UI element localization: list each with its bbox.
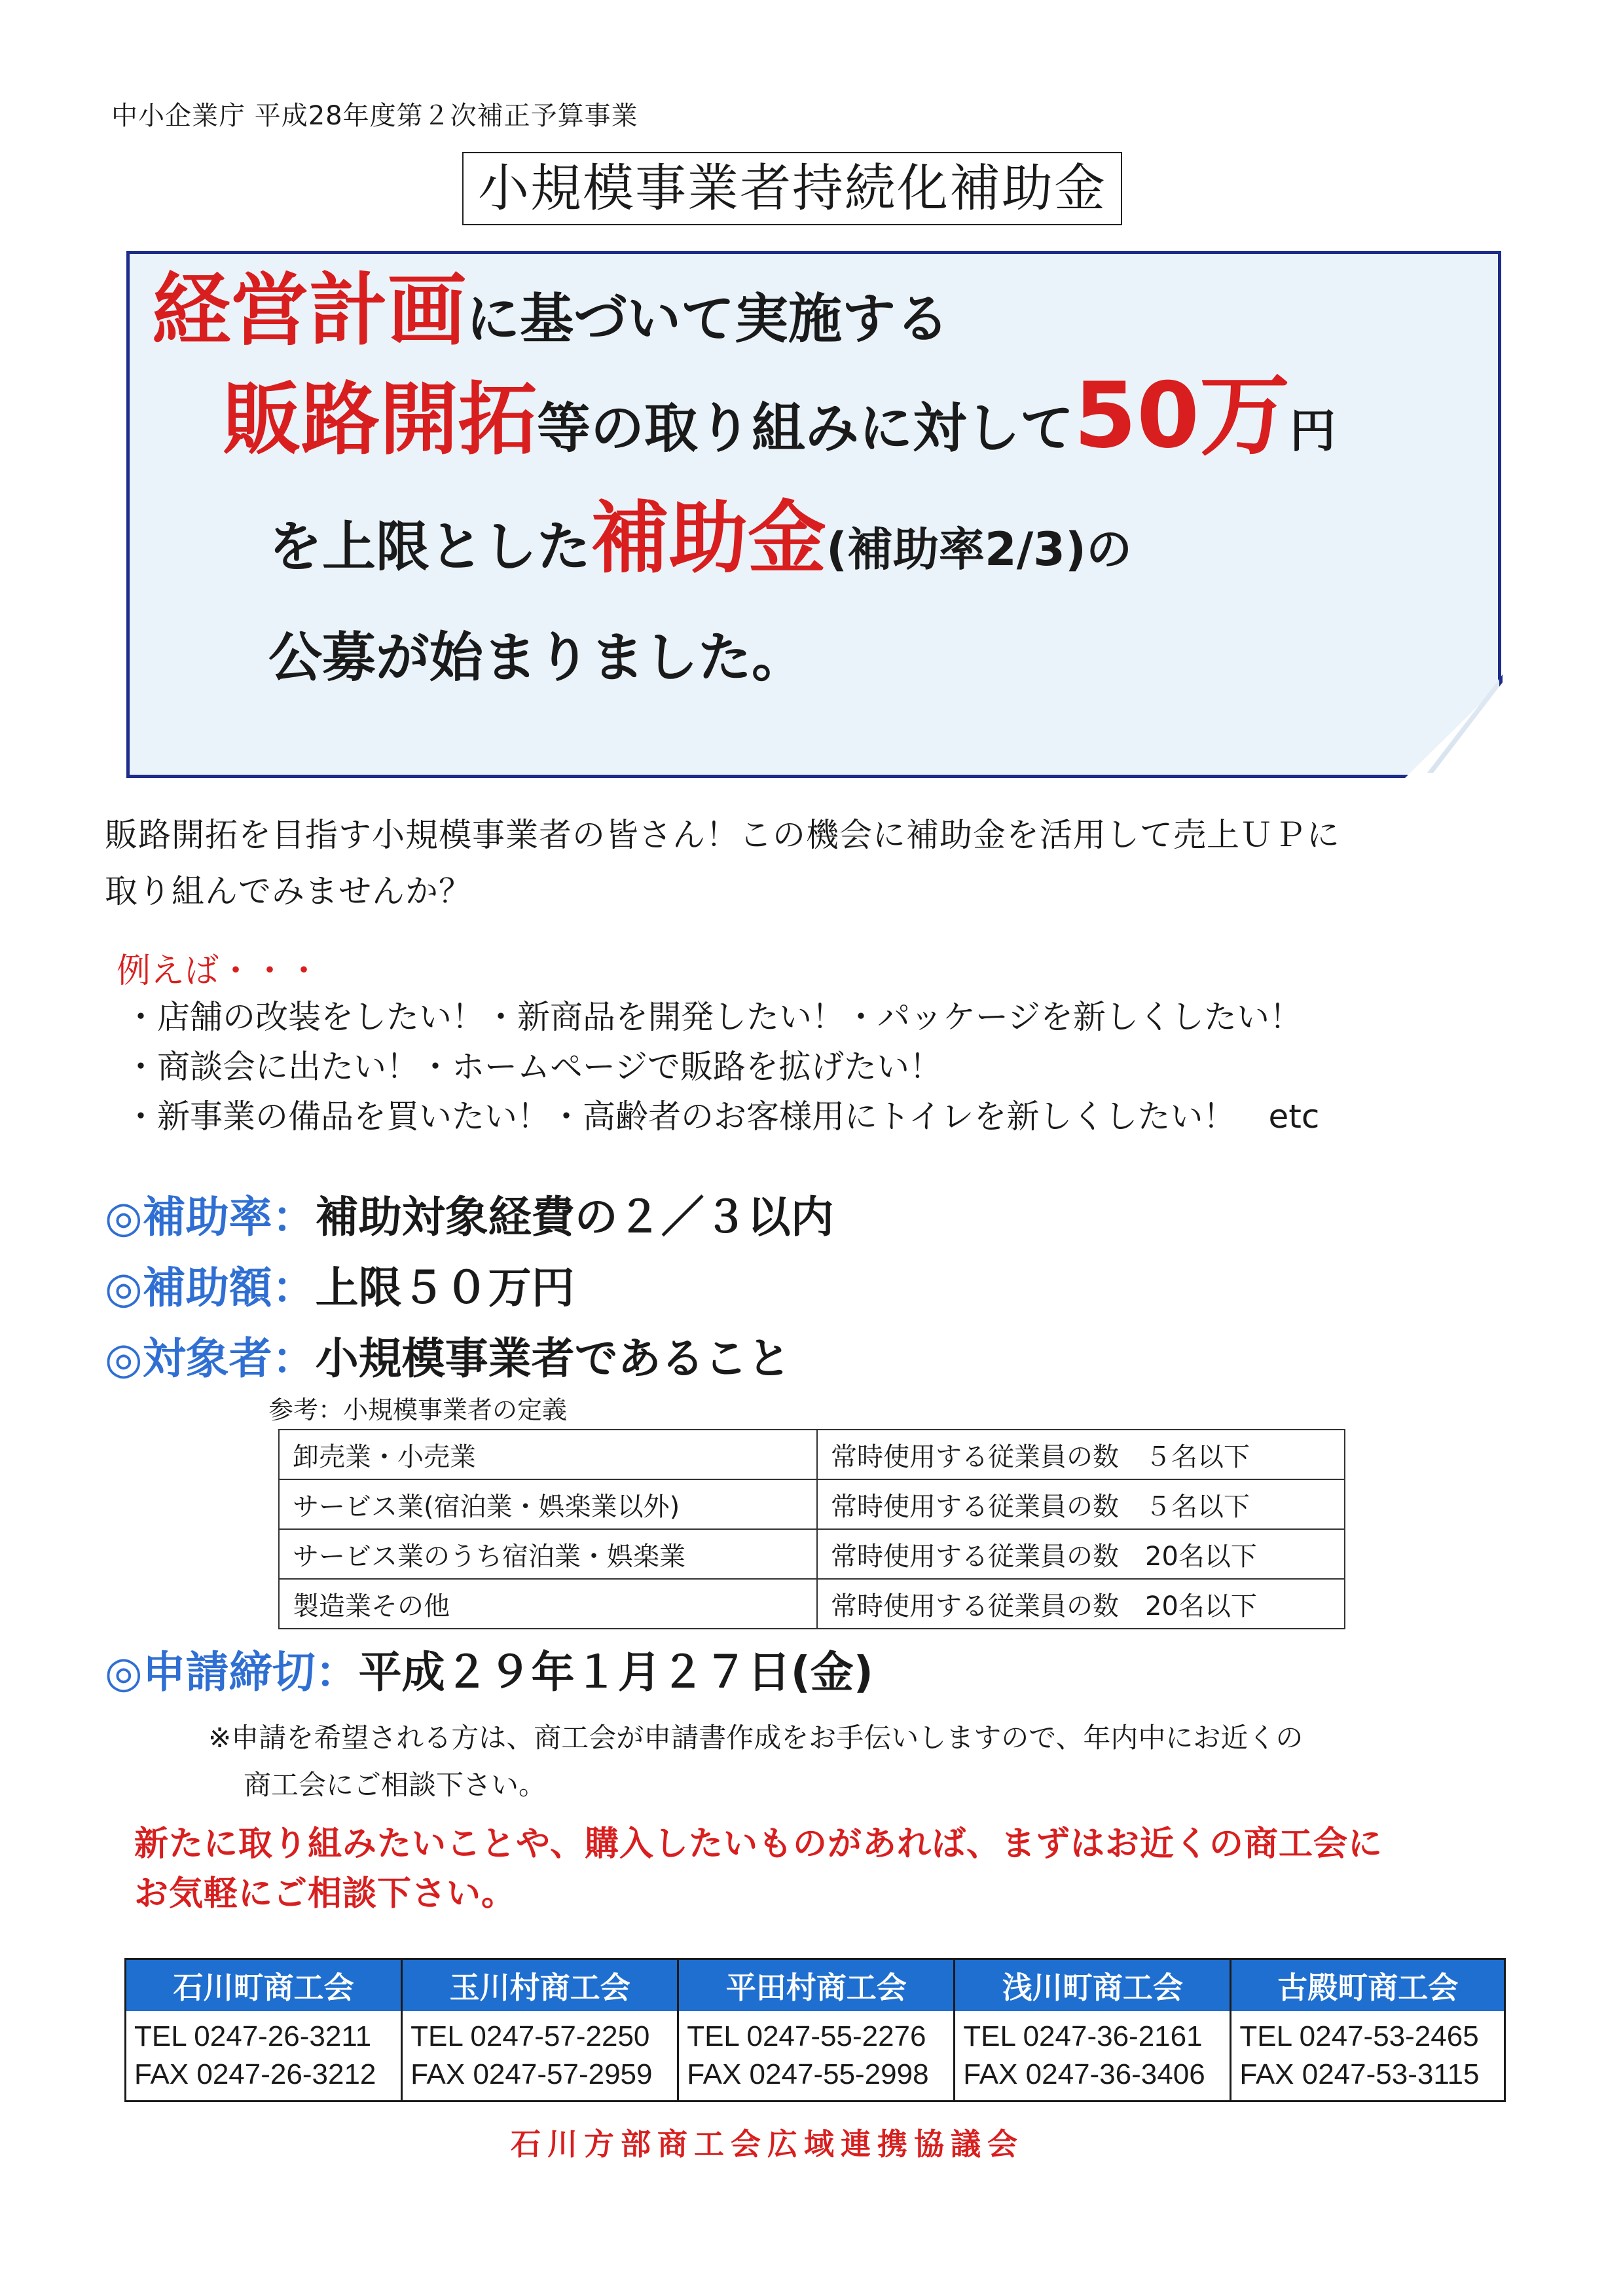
key-value: 上限５０万円 bbox=[315, 1263, 575, 1313]
table-row bbox=[279, 1579, 1345, 1629]
contact-tel: TEL 0247-55-2276 bbox=[687, 2020, 926, 2052]
industry-cell: 製造業その他 bbox=[279, 1579, 817, 1629]
contact-cell bbox=[955, 2011, 1231, 2102]
deadline bbox=[105, 1637, 873, 1708]
headline-keyword-subsidy: 補助金 bbox=[591, 493, 827, 584]
industry-cell: サービス業のうち宿泊業・娯楽業 bbox=[279, 1529, 817, 1579]
headline-keyword-market: 販路開拓 bbox=[223, 375, 537, 466]
industry-cell: 卸売業・小売業 bbox=[279, 1430, 817, 1479]
contact-tel: TEL 0247-36-2161 bbox=[963, 2020, 1203, 2052]
deadline-label: ◎申請締切： bbox=[105, 1647, 359, 1697]
contact-name-tamakawa: 玉川村商工会 bbox=[402, 1959, 678, 2012]
contact-name-hirata: 平田村商工会 bbox=[678, 1959, 955, 2012]
key-label: ◎対象者： bbox=[105, 1333, 316, 1384]
table-row bbox=[279, 1430, 1345, 1479]
table-row bbox=[279, 1479, 1345, 1529]
headline-text: 公募が始まりました。 bbox=[268, 627, 806, 689]
table-row bbox=[279, 1529, 1345, 1579]
deadline-value: 平成２９年１月２７日(金) bbox=[358, 1647, 873, 1697]
contact-name-furudono: 古殿町商工会 bbox=[1231, 1959, 1505, 2012]
contact-tel: TEL 0247-53-2465 bbox=[1239, 2020, 1479, 2052]
key-point-eligible bbox=[105, 1324, 834, 1394]
contact-fax: FAX 0247-53-3115 bbox=[1239, 2058, 1480, 2090]
contact-fax: FAX 0247-36-3406 bbox=[963, 2058, 1205, 2090]
cta-line-1: 新たに取り組みたいことや、購入したいものがあれば、まずはお近くの商工会に bbox=[134, 1824, 1383, 1864]
contact-cell bbox=[402, 2011, 678, 2102]
criterion-cell: 常時使用する従業員の数 20名以下 bbox=[817, 1529, 1345, 1579]
cta-line-2: お気軽にご相談下さい。 bbox=[134, 1874, 517, 1914]
headline-keyword-plan: 経営計画 bbox=[152, 265, 466, 356]
list-item: ・新事業の備品を買いたい！・高齢者のお客様用にトイレを新しくしたい！ etc bbox=[124, 1098, 1320, 1136]
contact-fax: FAX 0247-26-3212 bbox=[134, 2058, 376, 2090]
key-point-rate bbox=[105, 1182, 834, 1253]
headline-line-4 bbox=[268, 622, 805, 694]
contact-name-asakawa: 浅川町商工会 bbox=[955, 1959, 1231, 2012]
contact-cell bbox=[126, 2011, 402, 2102]
list-item: ・商談会に出たい！・ホームページで販路を拡げたい！ bbox=[124, 1048, 942, 1086]
criterion-cell: 常時使用する従業員の数 ５名以下 bbox=[817, 1430, 1345, 1479]
definition-table bbox=[278, 1429, 1345, 1629]
contact-tel: TEL 0247-26-3211 bbox=[134, 2020, 372, 2052]
intro-line-2: 取り組んでみませんか？ bbox=[105, 872, 472, 910]
industry-cell: サービス業(宿泊業・娯楽業以外) bbox=[279, 1479, 817, 1529]
headline-line-3 bbox=[268, 493, 1132, 585]
intro-line-1: 販路開拓を目指す小規模事業者の皆さん！この機会に補助金を活用して売上ＵＰに bbox=[105, 816, 1340, 854]
contacts-table bbox=[124, 1958, 1506, 2102]
examples-heading: 例えば・・・ bbox=[117, 952, 321, 991]
headline-amount: 50万 bbox=[1074, 363, 1290, 468]
headline-rate: (補助率2/3)の bbox=[826, 523, 1132, 576]
examples-list bbox=[124, 992, 1319, 1141]
key-points bbox=[105, 1182, 834, 1394]
contacts-header-row bbox=[126, 1959, 1505, 2012]
contacts-detail-row bbox=[126, 2011, 1505, 2102]
key-value: 補助対象経費の２／３以内 bbox=[315, 1192, 834, 1242]
key-label: ◎補助率： bbox=[105, 1192, 316, 1242]
headline-yen: 円 bbox=[1290, 404, 1336, 458]
note-line-1: ※申請を希望される方は、商工会が申請書作成をお手伝いしますので、年内中にお近くの bbox=[208, 1722, 1304, 1754]
contact-cell bbox=[1231, 2011, 1505, 2102]
definition-title: 参考：小規模事業者の定義 bbox=[268, 1396, 568, 1424]
contact-cell bbox=[678, 2011, 955, 2102]
contact-tel: TEL 0247-57-2250 bbox=[410, 2020, 650, 2052]
program-line: 中小企業庁 平成28年度第２次補正予算事業 bbox=[111, 101, 638, 131]
note-line-2: 商工会にご相談下さい。 bbox=[244, 1769, 547, 1801]
contact-fax: FAX 0247-55-2998 bbox=[687, 2058, 929, 2090]
headline-text: に基づいて実施する bbox=[466, 288, 950, 350]
contact-fax: FAX 0247-57-2959 bbox=[410, 2058, 653, 2090]
criterion-cell: 常時使用する従業員の数 ５名以下 bbox=[817, 1479, 1345, 1529]
key-value: 小規模事業者であること bbox=[315, 1333, 791, 1384]
page-title: 小規模事業者持続化補助金 bbox=[462, 152, 1122, 225]
list-item: ・店舗の改装をしたい！・新商品を開発したい！・パッケージを新しくしたい！ bbox=[124, 998, 1302, 1036]
headline-line-2 bbox=[223, 363, 1336, 468]
contact-name-ishikawa: 石川町商工会 bbox=[126, 1959, 402, 2012]
headline-text: 等の取り組みに対して bbox=[537, 398, 1074, 460]
criterion-cell: 常時使用する従業員の数 20名以下 bbox=[817, 1579, 1345, 1629]
footer-organization: 石川方部商工会広域連携協議会 bbox=[511, 2126, 1024, 2162]
key-point-amount bbox=[105, 1253, 834, 1324]
headline-line-1 bbox=[152, 265, 950, 356]
key-label: ◎補助額： bbox=[105, 1263, 316, 1313]
headline-text: を上限とした bbox=[268, 516, 591, 578]
